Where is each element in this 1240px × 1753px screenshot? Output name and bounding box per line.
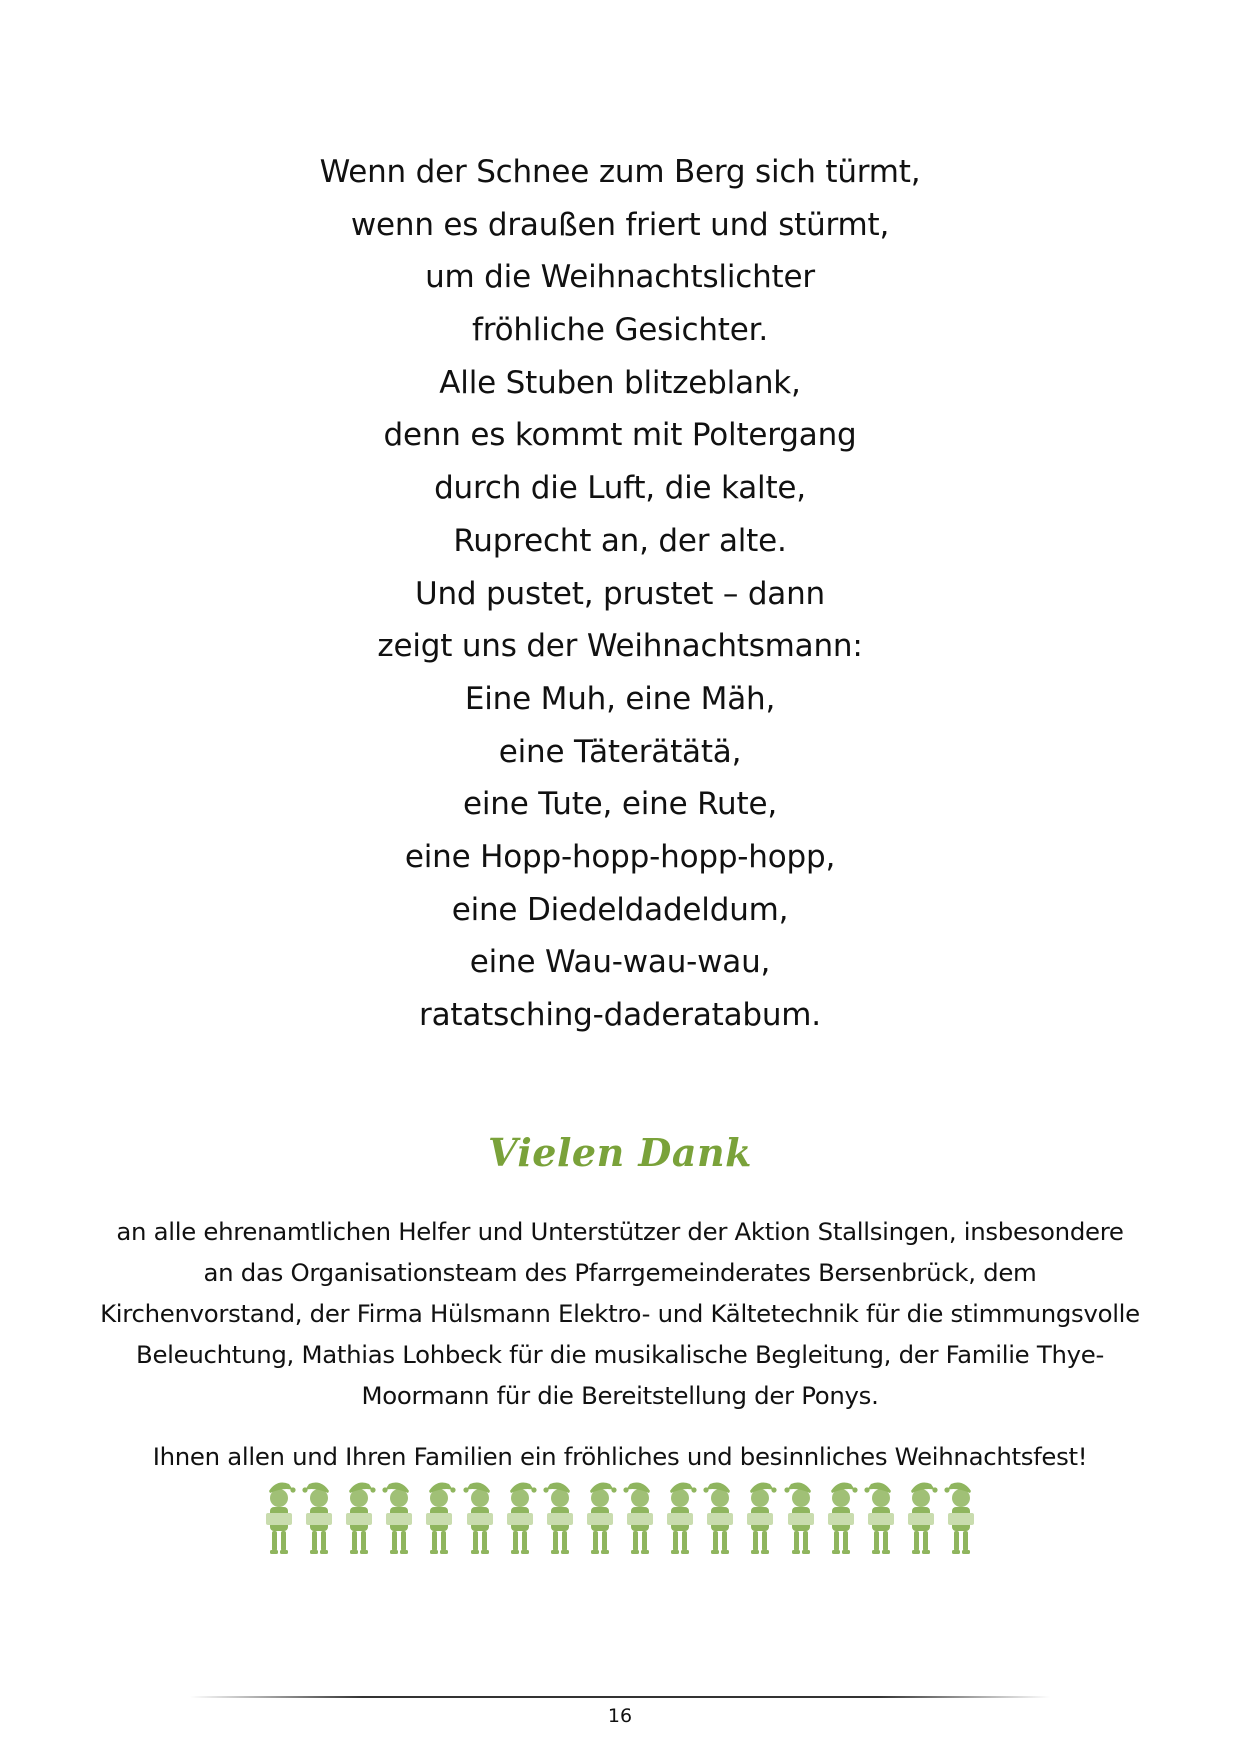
poem-line: Alle Stuben blitzeblank, [439,364,801,401]
poem-line: eine Hopp-hopp-hopp-hopp, [404,838,836,875]
christmas-wishes: Ihnen allen und Ihren Familien ein fröhliches und besinnliches Weihnachtsfest! [152,1442,1088,1471]
singing-children-icon [864,1478,898,1560]
singing-children-icon [743,1478,777,1560]
singing-children-icon [663,1478,697,1560]
singing-children-icon [262,1478,296,1560]
poem-line: eine Tute, eine Rute, [462,786,777,823]
poem-line: zeigt uns der Weihnachtsmann: [377,628,863,665]
poem-line: um die Weihnachtslichter [425,259,815,296]
poem-line: eine Täterätätä, [498,733,742,770]
thanks-text: an alle ehrenamtlichen Helfer und Unterstützer der Aktion Stallsingen, insbesondere an das Organisationsteam des Pfarrgemeinderates Bersenbrück, dem Kirchenvorstand, der Firma Hülsmann Elektro- und Kältetechnik für die stimmungsvolle Beleuchtung, Mathias Lohbeck für die musikalische Begleitung, der Familie Thye-Moormann für die Bereitstellung der Ponys. [100,1217,1140,1410]
singing-children-icon [784,1478,818,1560]
singing-children-icon [543,1478,577,1560]
poem-line: eine Diedeldadeldum, [451,891,789,928]
thanks-title: Vielen Dank [488,1130,752,1175]
footer-divider [190,1696,1050,1698]
singing-children-icon [382,1478,416,1560]
singing-children-icon [703,1478,737,1560]
singing-children-icon [342,1478,376,1560]
poem-line: durch die Luft, die kalte, [434,470,806,507]
poem-line: Eine Muh, eine Mäh, [464,680,776,717]
poem-line: Ruprecht an, der alte. [453,522,787,559]
singing-children-icon [824,1478,858,1560]
poem-line: wenn es draußen friert und stürmt, [350,206,890,243]
singing-children-icon [422,1478,456,1560]
poem-line: Und pustet, prustet – dann [414,575,825,612]
poem-line: denn es kommt mit Poltergang [383,417,857,454]
singing-children-icon [623,1478,657,1560]
singing-children-icon [944,1478,978,1560]
singing-children-icon [503,1478,537,1560]
singing-children-icon [583,1478,617,1560]
poem-line: eine Wau-wau-wau, [469,944,771,981]
poem [0,146,1240,1042]
singing-children-icon [302,1478,336,1560]
singing-children-illustration [262,1478,978,1560]
poem-line: fröhliche Gesichter. [472,312,768,349]
singing-children-icon [463,1478,497,1560]
poem-line: ratatsching-daderatabum. [419,997,821,1033]
page-number: 16 [607,1705,633,1727]
singing-children-icon [904,1478,938,1560]
poem-line: Wenn der Schnee zum Berg sich türmt, [319,154,921,190]
